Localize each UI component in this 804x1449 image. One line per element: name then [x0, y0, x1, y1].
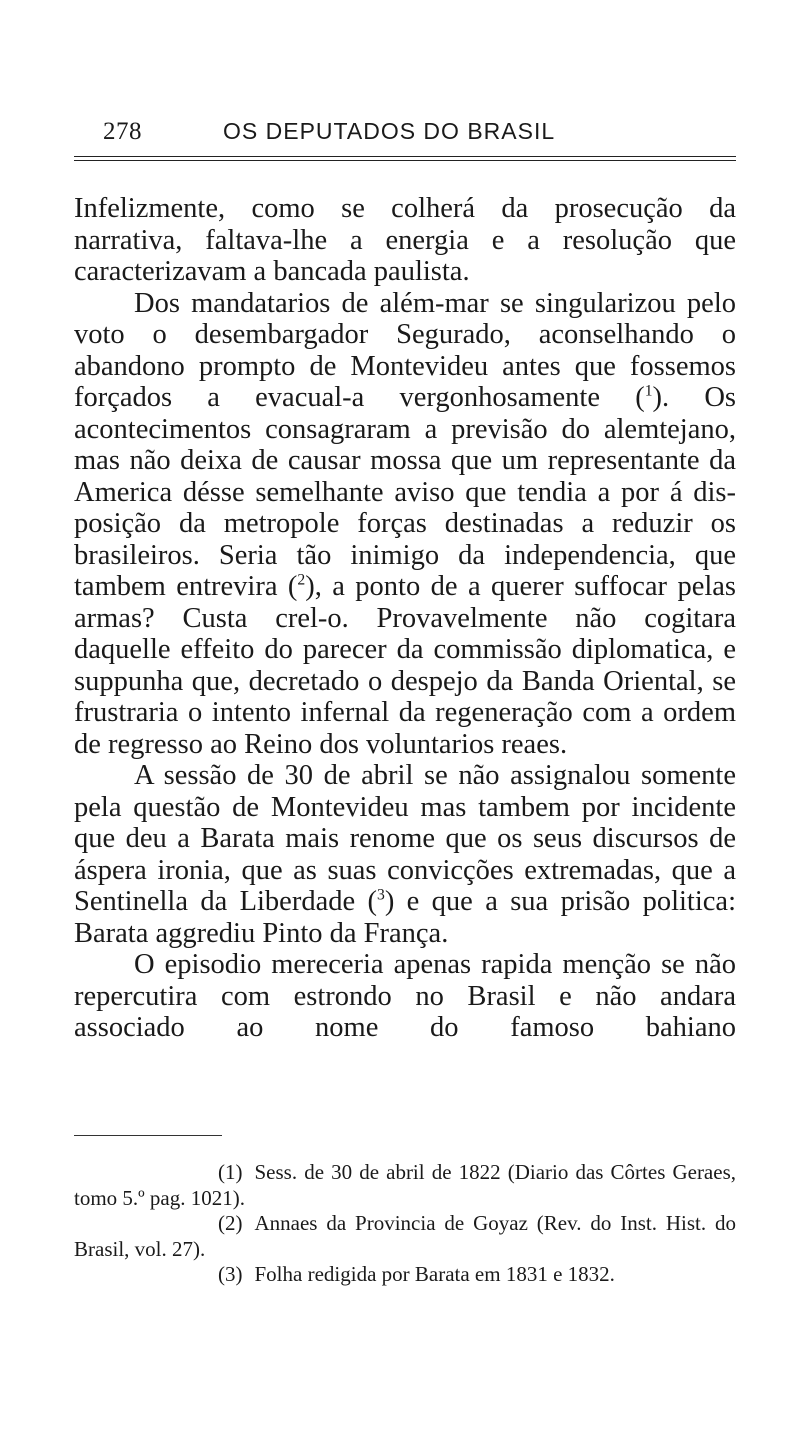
footnote-ref-3: 3 [376, 886, 385, 904]
footnote-1 [74, 1160, 736, 1211]
paragraph-3 [74, 760, 736, 949]
paragraph-text: ) e que a sua prisão politica: Barata aggrediu Pinto da França. [74, 886, 736, 949]
header-rule [74, 156, 736, 157]
footnote-2 [74, 1211, 736, 1262]
footnote-3 [74, 1262, 736, 1288]
paragraph-text: Infelizmente, como se colherá da prosecução da narrativa, faltava-lhe a energia e a resolução que caracterizavam a bancada paulista. [74, 193, 736, 287]
footnotes [74, 1160, 736, 1288]
running-head-title: OS DEPUTADOS DO BRASIL [223, 118, 556, 144]
header-rule-double [74, 160, 736, 161]
paragraph-text: Dos mandatarios de além-mar se singularizou pelo voto o desembargador Segurado, aconselhando o abandono prompto de Montevideu antes que fossemos forçados a evacual-a vergonhosamente ( [74, 287, 736, 413]
footnote-text: Annaes da Provincia de Goyaz (Rev. do Inst. Hist. do Brasil, vol. 27). [74, 1211, 736, 1261]
body-text [74, 193, 736, 1044]
footnote-text: Folha redigida por Barata em 1831 e 1832. [254, 1262, 615, 1286]
running-head [103, 118, 736, 154]
page-number: 278 [103, 118, 142, 145]
footnote-ref-2: 2 [297, 571, 306, 589]
footnote-marker: (1) [218, 1160, 243, 1184]
footnote-separator [74, 1135, 222, 1136]
paragraph-text: ), a ponto de a querer suffocar pelas armas? Custa crel-o. Provavelmente não cogitara daquelle effeito do parecer da commissão diplomatica, e suppunha que, decretado o despejo da Banda Oriental, se frustraria o intento infernal da regeneração com a ordem de regresso ao Reino dos voluntarios reaes. [74, 571, 737, 760]
footnote-marker: (2) [218, 1211, 243, 1235]
paragraph-text: A sessão de 30 de abril se não assignalou somente pela questão de Montevideu mas tambem por incidente que deu a Barata mais renome que os seus discursos de áspera ironia, que as suas convicções extremadas, que a Sentinella da Liberdade ( [74, 760, 736, 917]
footnote-text: Sess. de 30 de abril de 1822 (Diario das Côrtes Geraes, tomo 5.º pag. 1021). [74, 1160, 736, 1210]
footnote-marker: (3) [218, 1262, 243, 1286]
paragraph-text: ). Os acontecimentos consagraram a previsão do alemtejano, mas não deixa de causar mossa que um representante da America désse semelhante aviso que tendia a por á disposição da metropole forças destinadas a reduzir os brasileiros. Seria tão inimigo da independencia, que tambem entrevira ( [74, 382, 736, 602]
paragraph-text: O episodio mereceria apenas rapida menção se não repercutira com estrondo no Brasil e não andara associado ao nome do famoso bahiano [74, 949, 736, 1043]
paragraph-1 [74, 193, 736, 288]
footnote-ref-1: 1 [644, 382, 653, 400]
paragraph-2 [74, 288, 736, 761]
paragraph-4 [74, 949, 736, 1044]
